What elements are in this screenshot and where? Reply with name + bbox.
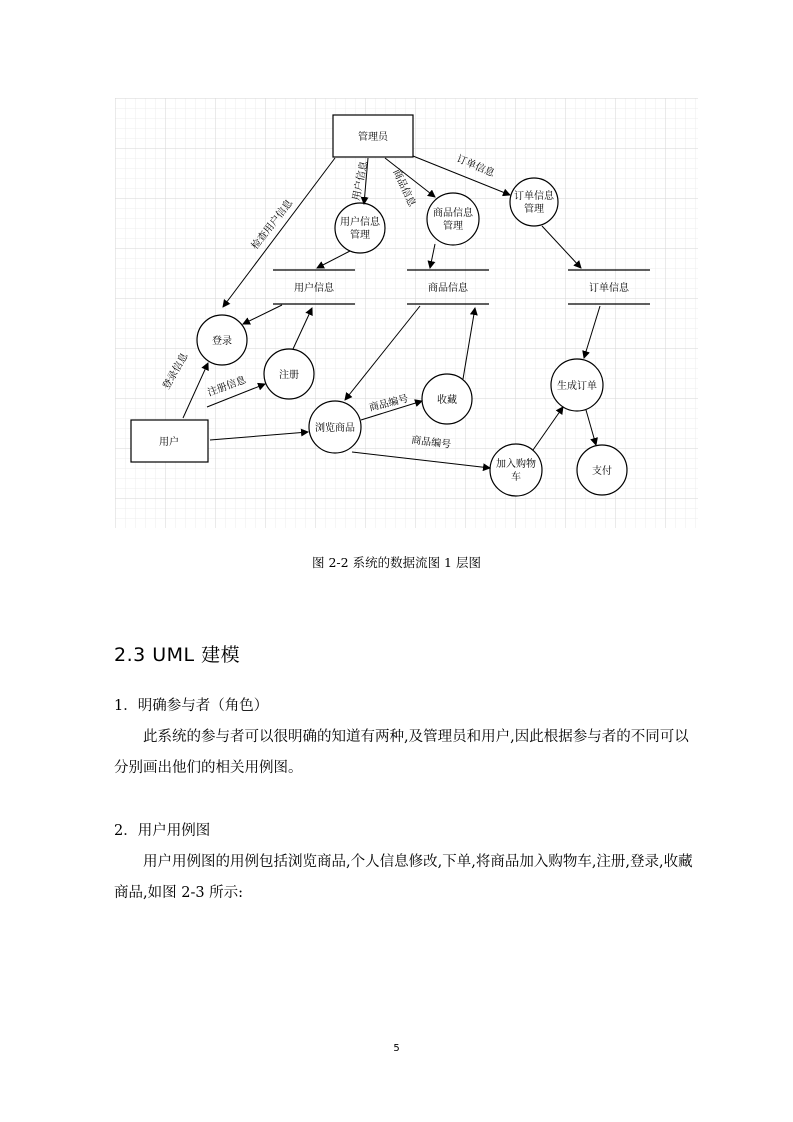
data-flow-diagram <box>115 98 698 528</box>
item2-body: 用户用例图的用例包括浏览商品,个人信息修改,下单,将商品加入购物车,注册,登录,收藏商品,如图 2-3 所示: <box>114 854 693 901</box>
process-order-info-mgmt-label-2: 管理 <box>524 204 544 215</box>
flow-label-register-info: 注册信息 <box>206 374 248 399</box>
process-order-info-mgmt <box>510 178 558 226</box>
process-user-info-mgmt-label-2: 管理 <box>350 230 370 241</box>
process-product-info-mgmt-label-1: 商品信息 <box>433 208 473 219</box>
process-user-info-mgmt-label-1: 用户信息 <box>340 217 380 228</box>
process-favorite <box>422 374 472 424</box>
process-browse <box>309 401 361 453</box>
process-browse-label: 浏览商品 <box>315 423 355 434</box>
process-order-info-mgmt-label-1: 订单信息 <box>514 191 554 202</box>
flow-label-check-user-info: 检查用户信息 <box>249 197 296 252</box>
flow-label-user-info: 用户信息 <box>351 160 371 202</box>
process-add-to-cart-label-1: 加入购物 <box>496 459 536 470</box>
process-login <box>197 315 247 365</box>
item1-body: 此系统的参与者可以很明确的知道有两种,及管理员和用户,因此根据参与者的不同可以分别画出他们的相关用例图。 <box>114 729 689 776</box>
item1-title: 1．明确参与者（角色） <box>114 698 269 714</box>
process-create-order-label: 生成订单 <box>557 381 597 392</box>
flow-label-order-info: 订单信息 <box>454 153 496 180</box>
store-user-info-label: 用户信息 <box>294 283 334 294</box>
process-favorite-label: 收藏 <box>437 395 457 406</box>
process-login-label: 登录 <box>212 336 232 347</box>
flow-label-login-info: 登录信息 <box>161 351 191 392</box>
process-pay-label: 支付 <box>592 466 612 477</box>
process-add-to-cart <box>490 444 542 496</box>
process-pay <box>577 445 627 495</box>
entity-admin <box>333 115 413 157</box>
store-order-info-label: 订单信息 <box>589 283 629 294</box>
process-add-to-cart-label-2: 车 <box>511 472 521 483</box>
store-product-info-label: 商品信息 <box>428 283 468 294</box>
process-user-info-mgmt <box>335 203 385 253</box>
page-number: 5 <box>393 1043 400 1054</box>
process-create-order <box>551 359 603 411</box>
entity-user-label: 用户 <box>159 437 179 448</box>
figure-caption: 图 2-2 系统的数据流图 1 层图 <box>312 555 481 570</box>
entity-admin-label: 管理员 <box>358 132 388 143</box>
flow-label-product-info: 商品信息 <box>390 167 418 209</box>
process-product-info-mgmt <box>427 193 479 245</box>
entity-user <box>131 420 208 462</box>
flow-label-product-id-2: 商品编号 <box>410 435 452 451</box>
process-product-info-mgmt-label-2: 管理 <box>443 221 463 232</box>
section-heading: 2.3 UML 建模 <box>114 644 241 666</box>
item2-title: 2．用户用例图 <box>114 823 211 839</box>
flow-label-product-id-1: 商品编号 <box>368 393 410 414</box>
process-register-label: 注册 <box>279 370 299 381</box>
process-register <box>264 349 314 399</box>
